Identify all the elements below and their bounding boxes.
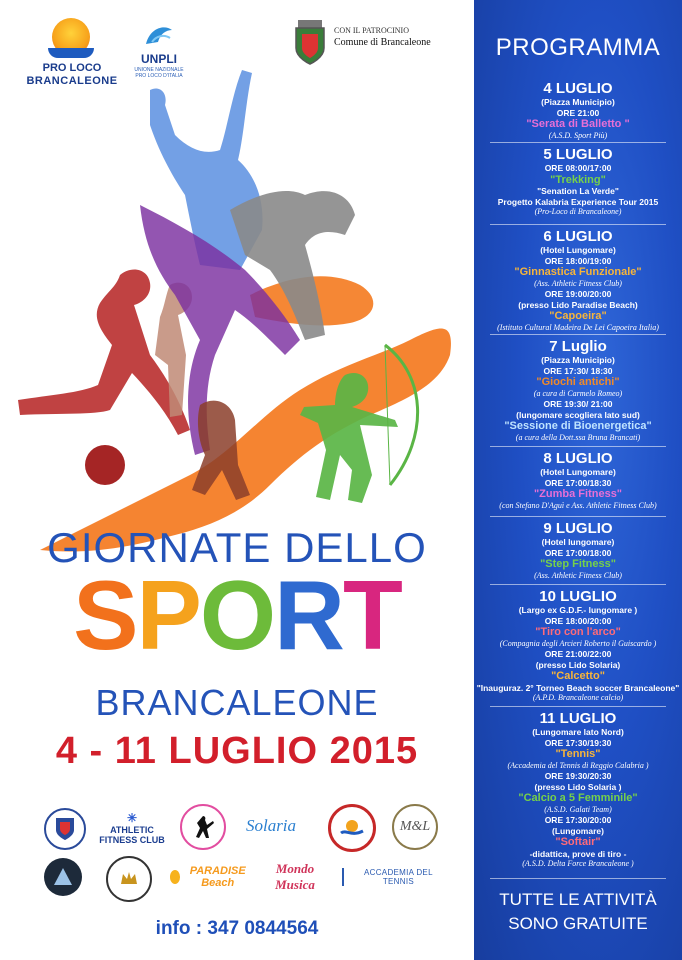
- athletic-fitness-label: ATHLETIC FITNESS CLUB: [99, 825, 165, 845]
- programme-day-date: 10 LUGLIO: [539, 588, 617, 605]
- sponsor-logo-ml: M&L: [392, 804, 438, 850]
- programme-event-name: "Tiro con l'arco": [535, 626, 621, 638]
- sponsor-logo-delta-force: [44, 858, 82, 896]
- wave-icon: [339, 815, 365, 841]
- programme-detail: ORE 17:00/18:00: [544, 547, 612, 558]
- programme-organizer: (a cura di Carmelo Romeo): [533, 388, 623, 398]
- programme-separator: [490, 142, 666, 143]
- programme-day: [474, 710, 682, 870]
- programme-separator: [490, 446, 666, 447]
- free-note-line1: TUTTE LE ATTIVITÀ: [499, 890, 657, 909]
- sport-letter-r: R: [274, 560, 343, 670]
- programme-organizer: (Ass. Athletic Fitness Club): [534, 278, 622, 288]
- programme-detail: (Largo ex G.D.F.- lungomare ): [518, 605, 638, 615]
- programme-separator: [490, 878, 666, 879]
- programme-day-date: 5 LUGLIO: [543, 146, 613, 163]
- programme-detail: ORE 21:00/22:00: [544, 649, 612, 659]
- mondo-musica-label: Mondo Musica: [275, 861, 315, 892]
- programme-day-date: 9 LUGLIO: [543, 520, 613, 537]
- programme-organizer: (Accademia del Tennis di Reggio Calabria ): [507, 760, 649, 770]
- programme-organizer: (A.S.D. Galati Team): [544, 804, 612, 814]
- title-sport: [0, 560, 474, 670]
- patronage-name: Comune di Brancaleone: [334, 37, 431, 48]
- programme-day-date: 6 LUGLIO: [543, 228, 613, 245]
- programme-event-name: "Calcio a 5 Femminile": [518, 792, 638, 804]
- unpli-label: UNPLI: [141, 52, 177, 66]
- programme-event-name: "Giochi antichi": [536, 376, 620, 388]
- programme-event-name: "Sessione di Bioenergetica": [504, 420, 652, 432]
- dancer-icon: [189, 813, 217, 841]
- programme-detail: ORE 17:00/18:30: [544, 477, 612, 488]
- programme-event-name: "Capoeira": [549, 310, 607, 322]
- programme-event-name: "Serata di Balletto ": [526, 118, 630, 130]
- programme-day: [474, 338, 682, 443]
- programme-separator: [490, 516, 666, 517]
- programme-organizer: (Compagnia degli Arcieri Roberto il Guiscardo ): [499, 638, 657, 648]
- patronage-label: CON IL PATROCINIO: [334, 26, 409, 35]
- patronage-block: [334, 26, 464, 48]
- programme-day-date: 4 LUGLIO: [543, 80, 613, 97]
- orange-runner-silhouette: [40, 329, 451, 552]
- programme-detail: ORE 18:00/20:00: [544, 615, 612, 626]
- programme-detail: (Lungomare): [552, 825, 604, 836]
- sponsor-logo-dance: [180, 804, 226, 850]
- soccer-ball-icon: [85, 445, 125, 485]
- programme-organizer: (A.P.D. Brancaleone calcio): [532, 693, 624, 702]
- unpli-subtitle: UNIONE NAZIONALE PRO LOCO D'ITALIA: [134, 67, 184, 79]
- programme-day-date: 7 Luglio: [549, 338, 607, 355]
- sport-letter-t: T: [342, 560, 401, 670]
- triangle-icon: [52, 866, 74, 888]
- programme-detail: ORE 18:00/19:00: [544, 255, 612, 266]
- programme-detail: ORE 19:30/20:30: [544, 771, 612, 781]
- solaria-label: Solaria: [245, 816, 297, 835]
- programme-detail: (lungomare scogliera lato sud): [516, 409, 640, 420]
- programme-detail: "Senation La Verde": [537, 186, 619, 196]
- sport-letter-o: O: [199, 560, 275, 670]
- programme-organizer: (A.S.D. Delta Force Brancaleone ): [522, 859, 634, 868]
- programme-detail: ORE 17:30/20:00: [544, 815, 612, 825]
- free-note-line2: SONO GRATUITE: [508, 914, 648, 933]
- programme-event-name: "Step Fitness": [540, 558, 616, 570]
- paradise-beach-label: PARADISE Beach: [189, 865, 246, 889]
- programme-day: [474, 588, 682, 704]
- programme-detail: Progetto Kalabria Experience Tour 2015: [497, 196, 659, 207]
- programme-event-name: "Trekking": [550, 173, 606, 186]
- programme-event-name: "Ginnastica Funzionale": [514, 266, 642, 278]
- sponsor-logo-circle-red: [328, 804, 376, 852]
- crown-icon: [118, 868, 140, 890]
- programme-event-name: "Zumba Fitness": [533, 488, 623, 500]
- title-town: BRANCALEONE: [95, 682, 379, 723]
- programme-detail: (presso Lido Solaria): [535, 659, 621, 670]
- programme-detail: ORE 19:30/ 21:00: [543, 399, 613, 409]
- sponsor-logo-athletic-fitness: [92, 806, 172, 850]
- programme-title: PROGRAMMA: [495, 34, 661, 61]
- programme-event-name: "Calcetto": [551, 670, 605, 682]
- programme-separator: [490, 334, 666, 335]
- star-icon: ✳: [126, 811, 138, 825]
- programme-organizer: (a cura della Dott.ssa Bruna Brancati): [515, 432, 641, 442]
- sponsor-logo-paradise-beach: [170, 860, 252, 894]
- sport-letter-s: S: [73, 560, 137, 670]
- programme-day: [474, 520, 682, 581]
- sponsor-logo-mondo-musica: [262, 860, 328, 894]
- programme-organizer: (A.S.D. Sport Più): [548, 130, 608, 140]
- programme-detail: (Piazza Municipio): [541, 97, 615, 107]
- proloco-town: BRANCALEONE: [26, 75, 118, 87]
- programme-detail: (Hotel Lungomare): [540, 467, 616, 477]
- programme-detail: (Lungomare lato Nord): [532, 727, 624, 737]
- programme-detail: ORE 21:00: [556, 107, 600, 118]
- tennis-player-icon: [342, 868, 355, 886]
- programme-detail: "Inauguraz. 2° Torneo Beach soccer Brancaleone": [476, 682, 680, 693]
- programme-event-name: "Softair": [555, 836, 601, 848]
- free-activities-note: [474, 888, 682, 936]
- sports-silhouettes-illustration: [0, 55, 474, 565]
- sun-icon: [170, 870, 180, 884]
- sponsor-logo-arcieri: [106, 856, 152, 902]
- title-dates: 4 - 11 LUGLIO 2015: [55, 730, 419, 772]
- programme-organizer: (Ass. Athletic Fitness Club): [534, 570, 622, 580]
- programme-detail: ORE 17:30/19:30: [544, 737, 612, 748]
- sponsor-logo-asd-brancaleone: [44, 808, 86, 850]
- programme-detail: (Piazza Municipio): [541, 355, 615, 365]
- sponsor-logo-accademia-tennis: [342, 856, 438, 898]
- programme-detail: -didattica, prove di tiro -: [529, 848, 627, 859]
- programme-separator: [490, 584, 666, 585]
- programme-day: [474, 228, 682, 333]
- programme-detail: ORE 08:00/17:00: [544, 163, 612, 173]
- programme-detail: ORE 17:30/ 18:30: [543, 365, 613, 376]
- title-giornate: GIORNATE DELLO: [47, 524, 427, 571]
- info-phone: info : 347 0844564: [155, 918, 319, 939]
- sponsor-logo-solaria: [238, 808, 304, 844]
- programme-detail: ORE 19:00/20:00: [544, 289, 612, 299]
- programme-separator: [490, 224, 666, 225]
- dolphin-icon: [142, 22, 176, 50]
- programme-day: [474, 450, 682, 511]
- programme-day-date: 11 LUGLIO: [539, 710, 617, 727]
- sport-letter-p: P: [136, 560, 200, 670]
- programme-detail: (presso Lido Paradise Beach): [518, 299, 638, 310]
- programme-detail: (presso Lido Solaria ): [534, 781, 622, 792]
- shield-icon: [54, 816, 76, 842]
- proloco-label: PRO LOCO: [42, 62, 102, 74]
- programme-day: [474, 146, 682, 218]
- programme-organizer: (Istituto Cultural Madeira De Lei Capoeira Italia): [497, 322, 659, 332]
- programme-separator: [490, 706, 666, 707]
- programme-day: [474, 80, 682, 141]
- programme-detail: (Hotel Lungomare): [540, 245, 616, 255]
- accademia-label: ACCADEMIA DEL TENNIS: [364, 868, 433, 886]
- programme-organizer: (con Stefano D'Aguì e Ass. Athletic Fitness Club): [499, 500, 657, 510]
- programme-detail: (Hotel lungomare): [541, 537, 615, 547]
- programme-day-date: 8 LUGLIO: [543, 450, 613, 467]
- programme-organizer: (Pro-Loco di Brancaleone): [534, 207, 622, 216]
- programme-event-name: "Tennis": [555, 748, 601, 760]
